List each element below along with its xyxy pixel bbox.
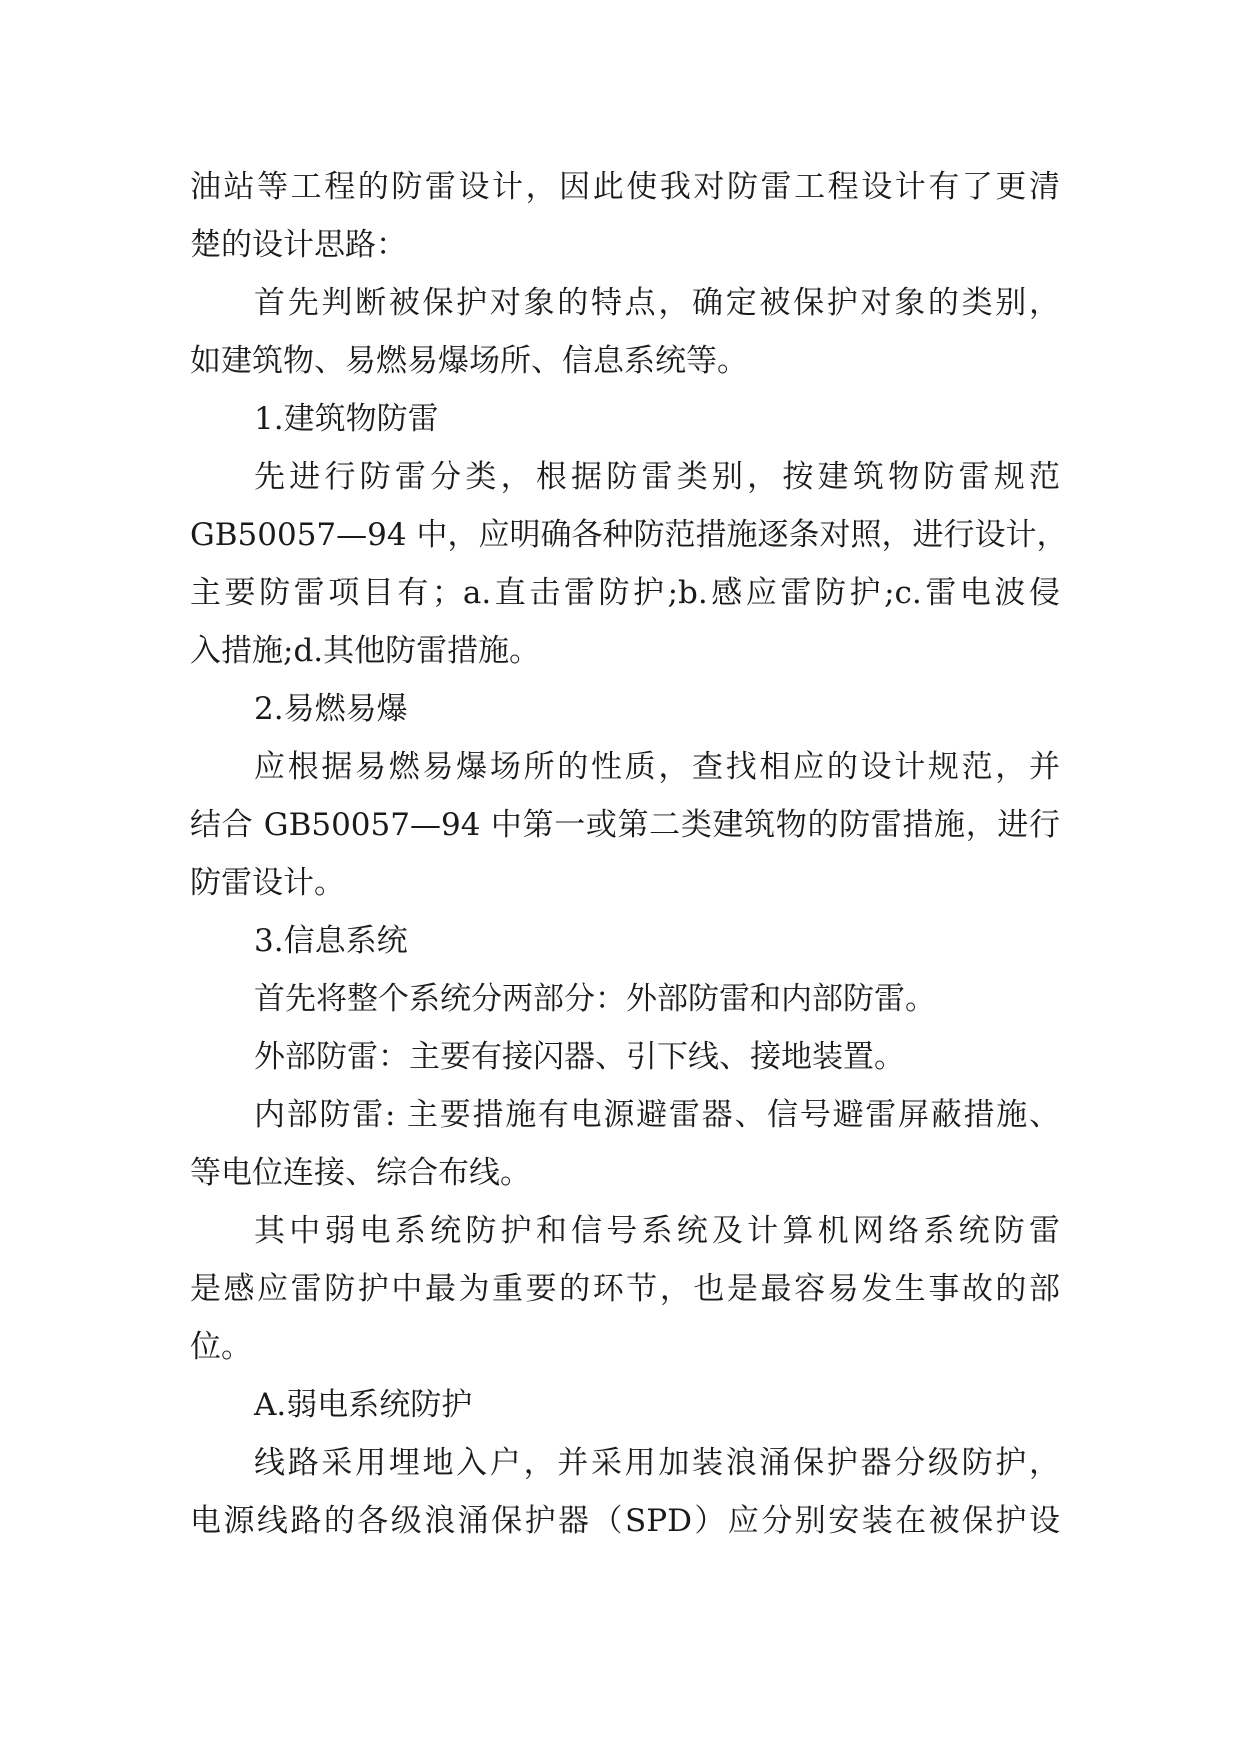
section-heading: A.弱电系统防护 xyxy=(254,1387,473,1423)
text-line: 线路采用埋地入户，并采用加装浪涌保护器分级防护， xyxy=(254,1445,1060,1481)
text-line: GB50057—94 中，应明确各种防范措施逐条对照，进行设计， xyxy=(190,517,1068,553)
text-line: 外部防雷：主要有接闪器、引下线、接地装置。 xyxy=(254,1039,905,1075)
section-heading: 1.建筑物防雷 xyxy=(254,401,439,437)
text-line: 应根据易燃易爆场所的性质，查找相应的设计规范，并 xyxy=(254,749,1060,785)
section-heading: 3.信息系统 xyxy=(254,923,408,959)
text-line: 首先将整个系统分两部分：外部防雷和内部防雷。 xyxy=(254,981,936,1017)
text-line: 楚的设计思路： xyxy=(190,227,407,263)
text-line: 主要防雷项目有；a.直击雷防护;b.感应雷防护;c.雷电波侵 xyxy=(190,575,1060,611)
text-line: 电源线路的各级浪涌保护器（SPD）应分别安装在被保护设 xyxy=(190,1503,1060,1539)
text-line: 入措施;d.其他防雷措施。 xyxy=(190,633,541,669)
text-line: 首先判断被保护对象的特点，确定被保护对象的类别， xyxy=(254,285,1060,321)
body-text xyxy=(190,158,1068,1550)
text-line: 其中弱电系统防护和信号系统及计算机网络系统防雷 xyxy=(254,1213,1060,1249)
section-heading: 2.易燃易爆 xyxy=(254,691,408,727)
text-line: 先进行防雷分类，根据防雷类别，按建筑物防雷规范 xyxy=(254,459,1060,495)
text-line: 油站等工程的防雷设计，因此使我对防雷工程设计有了更清 xyxy=(190,169,1060,205)
text-line: 等电位连接、综合布线。 xyxy=(190,1155,531,1191)
text-line: 位。 xyxy=(190,1329,252,1365)
text-line: 内部防雷: 主要措施有电源避雷器、信号避雷屏蔽措施、 xyxy=(254,1097,1060,1133)
text-line: 结合 GB50057—94 中第一或第二类建筑物的防雷措施，进行 xyxy=(190,807,1060,843)
text-line: 是感应雷防护中最为重要的环节，也是最容易发生事故的部 xyxy=(190,1271,1060,1307)
text-line: 防雷设计。 xyxy=(190,865,345,901)
text-line: 如建筑物、易燃易爆场所、信息系统等。 xyxy=(190,343,748,379)
